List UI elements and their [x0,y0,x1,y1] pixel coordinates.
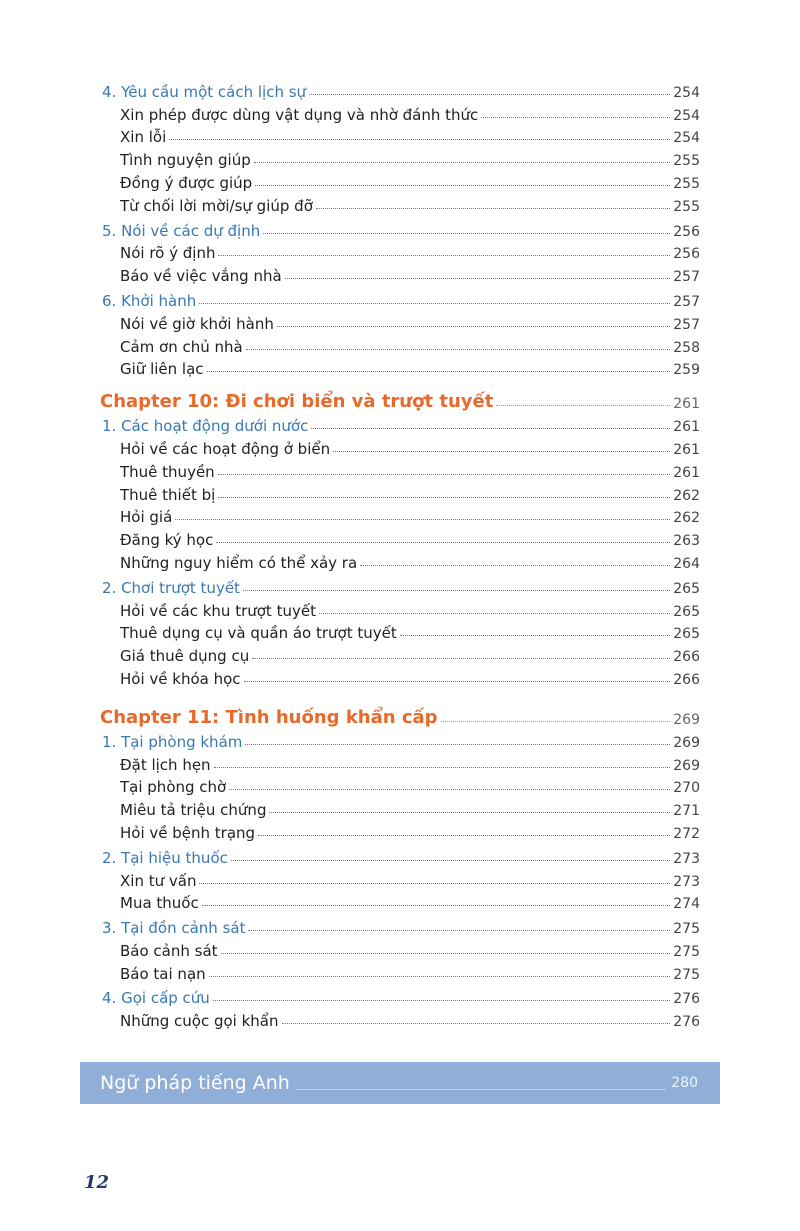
toc-section-label: 4. Yêu cầu một cách lịch sự [102,82,307,101]
dot-leader [496,405,670,406]
toc-item [0,937,800,960]
toc-item-label: Miêu tả triệu chứng [120,801,267,820]
toc-item-page: 266 [673,649,700,666]
dot-leader [199,303,670,304]
toc-item [0,751,800,774]
dot-leader [218,474,671,475]
toc-item-label: Nói rõ ý định [120,244,216,263]
toc-item [0,867,800,890]
dot-leader [481,117,670,118]
toc-item-label: Nói về giờ khởi hành [120,314,274,333]
toc-section-page: 257 [673,293,700,310]
toc-item-page: 274 [673,896,700,913]
toc-item-label: Hỏi về các hoạt động ở biển [120,439,331,458]
dot-leader [207,371,671,372]
toc-item-page: 255 [673,175,700,192]
dot-leader [441,721,671,722]
dot-leader [255,185,670,186]
toc-item-page: 259 [673,362,700,379]
toc-item-page: 271 [673,803,700,820]
toc-section [0,574,800,597]
toc-item [0,124,800,147]
toc-section-label: 4. Gọi cấp cứu [102,989,210,1008]
dot-leader [214,767,671,768]
table-of-contents [0,78,800,1030]
toc-item [0,435,800,458]
toc-section [0,287,800,310]
toc-section [0,914,800,937]
toc-section-page: 273 [673,850,700,867]
dot-leader [175,519,670,520]
dot-leader [296,1089,665,1090]
toc-item-page: 261 [673,441,700,458]
toc-item-label: Tình nguyện giúp [120,151,251,170]
toc-section-label: 6. Khởi hành [102,291,197,310]
toc-section-label: 2. Chơi trượt tuyết [102,578,240,597]
toc-item-page: 261 [673,464,700,481]
toc-section-label: 3. Tại đồn cảnh sát [102,919,246,938]
toc-section-page: 256 [673,223,700,240]
toc-section-page: 269 [673,734,700,751]
toc-section-page: 254 [673,84,700,101]
dot-leader [202,905,671,906]
toc-item-page: 255 [673,198,700,215]
toc-item-label: Giá thuê dụng cụ [120,647,250,666]
dot-leader [316,208,670,209]
toc-section [0,412,800,435]
toc-item [0,960,800,983]
dot-leader [333,451,670,452]
toc-item-page: 262 [673,510,700,527]
toc-item-label: Tại phòng chờ [120,778,227,797]
dot-leader [360,565,670,566]
toc-item-label: Hỏi giá [120,508,173,527]
dot-leader [269,812,670,813]
toc-item-page: 272 [673,825,700,842]
toc-chapter [0,702,800,728]
toc-section [0,844,800,867]
toc-item-label: Đăng ký học [120,531,214,550]
toc-chapter-page: 269 [673,711,700,728]
toc-section-page: 276 [673,991,700,1008]
dot-leader [285,278,671,279]
toc-item-label: Xin lỗi [120,128,167,147]
dot-leader [216,542,670,543]
toc-item-label: Xin phép được dùng vật dụng và nhờ đánh thức [120,105,479,124]
dot-leader [311,428,670,429]
toc-item-label: Thuê thuyền [120,462,215,481]
toc-item-page: 263 [673,533,700,550]
toc-item-page: 255 [673,153,700,170]
toc-section [0,217,800,240]
toc-chapter-label: Chapter 11: Tình huống khẩn cấp [100,706,438,728]
dot-leader [258,835,670,836]
grammar-page: 280 [671,1075,698,1091]
toc-item [0,526,800,549]
toc-section [0,78,800,101]
dot-leader [246,349,671,350]
toc-item-label: Giữ liên lạc [120,360,204,379]
toc-item [0,240,800,263]
toc-item-page: 256 [673,246,700,263]
toc-item-label: Xin tư vấn [120,871,197,890]
dot-leader [221,953,671,954]
toc-item [0,890,800,913]
toc-item [0,1007,800,1030]
toc-section-label: 1. Tại phòng khám [102,732,243,751]
toc-item [0,620,800,643]
toc-item-label: Từ chối lời mời/sự giúp đỡ [120,196,313,215]
toc-item-label: Hỏi về các khu trượt tuyết [120,601,316,620]
toc-chapter-label: Chapter 10: Đi chơi biển và trượt tuyết [100,391,494,413]
toc-item-label: Hỏi về bệnh trạng [120,823,256,842]
toc-item-page: 257 [673,269,700,286]
dot-leader [244,681,671,682]
dot-leader [254,162,671,163]
dot-leader [400,635,671,636]
toc-item-label: Báo cảnh sát [120,941,218,960]
toc-item [0,333,800,356]
toc-item-label: Những cuộc gọi khẩn [120,1012,279,1031]
dot-leader [229,789,670,790]
toc-item [0,796,800,819]
toc-section-label: 1. Các hoạt động dưới nước [102,417,309,436]
toc-item-page: 270 [673,780,700,797]
toc-item [0,458,800,481]
toc-item [0,665,800,688]
toc-item-label: Mua thuốc [120,894,199,913]
toc-item-page: 266 [673,671,700,688]
toc-item [0,549,800,572]
dot-leader [218,497,670,498]
dot-leader [213,1000,670,1001]
toc-item [0,642,800,665]
dot-leader [252,658,670,659]
toc-item-page: 258 [673,339,700,356]
toc-item-label: Đồng ý được giúp [120,173,253,192]
toc-section [0,985,800,1008]
toc-section-page: 275 [673,921,700,938]
grammar-banner [80,1062,720,1104]
toc-item [0,262,800,285]
dot-leader [199,883,670,884]
toc-item-page: 257 [673,316,700,333]
toc-item-label: Thuê thiết bị [120,485,216,504]
dot-leader [319,613,670,614]
dot-leader [169,139,670,140]
toc-item-label: Đặt lịch hẹn [120,755,211,774]
toc-item [0,310,800,333]
dot-leader [209,976,671,977]
toc-item-label: Hỏi về khóa học [120,669,241,688]
page-number: 12 [84,1172,110,1193]
dot-leader [245,744,670,745]
toc-item [0,356,800,379]
toc-section [0,728,800,751]
toc-item-label: Thuê dụng cụ và quần áo trượt tuyết [120,624,397,643]
toc-item-label: Báo tai nạn [120,964,206,983]
dot-leader [231,860,670,861]
toc-item [0,481,800,504]
toc-item-page: 275 [673,966,700,983]
toc-section-page: 265 [673,580,700,597]
grammar-title: Ngữ pháp tiếng Anh [100,1072,290,1094]
toc-item-page: 276 [673,1014,700,1031]
toc-item-label: Báo về việc vắng nhà [120,267,282,286]
toc-section-label: 5. Nói về các dự định [102,221,261,240]
toc-item [0,192,800,215]
toc-item [0,146,800,169]
dot-leader [282,1023,671,1024]
toc-item [0,774,800,797]
toc-chapter-page: 261 [673,396,700,413]
toc-item-page: 254 [673,107,700,124]
toc-item-page: 265 [673,603,700,620]
toc-item-label: Cảm ơn chủ nhà [120,337,243,356]
toc-item-page: 269 [673,757,700,774]
toc-section-label: 2. Tại hiệu thuốc [102,848,228,867]
toc-item-page: 275 [673,943,700,960]
toc-chapter [0,386,800,412]
toc-section-page: 261 [673,419,700,436]
toc-item-page: 273 [673,873,700,890]
dot-leader [263,233,670,234]
toc-item [0,101,800,124]
dot-leader [309,94,670,95]
dot-leader [277,326,670,327]
dot-leader [243,590,670,591]
toc-item-page: 264 [673,555,700,572]
dot-leader [218,255,670,256]
toc-item-page: 262 [673,487,700,504]
toc-item [0,169,800,192]
toc-item [0,597,800,620]
toc-item [0,819,800,842]
dot-leader [248,930,670,931]
toc-item-page: 254 [673,130,700,147]
toc-item-label: Những nguy hiểm có thể xảy ra [120,553,358,572]
toc-item [0,504,800,527]
toc-item-page: 265 [673,626,700,643]
